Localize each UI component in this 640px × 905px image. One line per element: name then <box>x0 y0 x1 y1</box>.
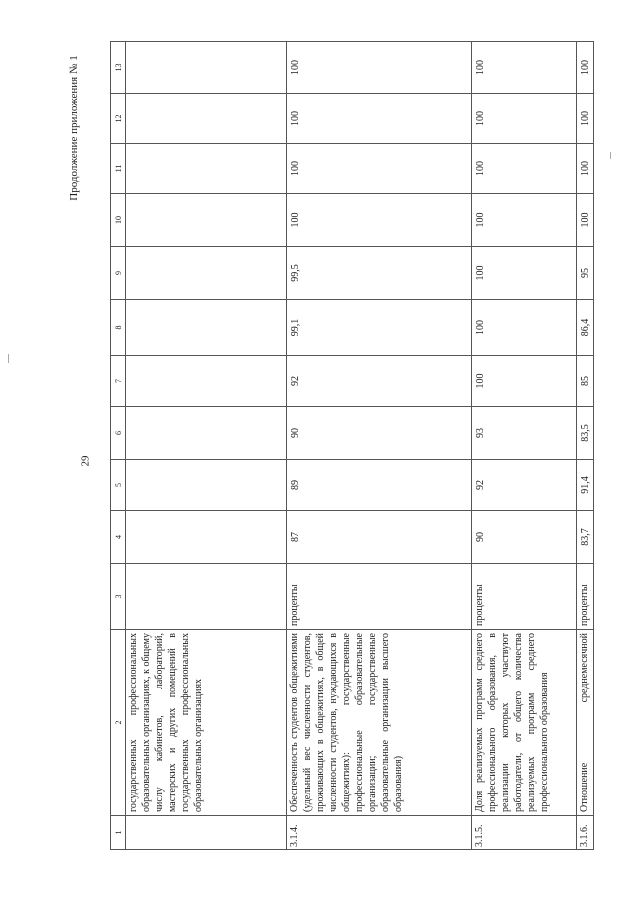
row-value: 100 <box>472 94 577 144</box>
row-unit <box>126 564 287 630</box>
column-number: 7 <box>111 356 126 407</box>
row-value: 91,4 <box>577 460 594 511</box>
row-value: 100 <box>577 42 594 94</box>
row-indicator: Доля реализуемых программ среднего профессионального образования, в реализации которых участвуют работодатели, от общего количества реализуемых программ среднего профессионального образования <box>472 630 577 816</box>
row-value: 99,1 <box>287 300 472 356</box>
row-unit: проценты <box>577 564 594 630</box>
column-number: 5 <box>111 460 126 511</box>
row-indicator: Отношение среднемесячной <box>577 630 594 816</box>
indicator-table <box>110 41 594 850</box>
row-value <box>126 194 287 247</box>
row-value: 100 <box>287 144 472 194</box>
row-unit: проценты <box>287 564 472 630</box>
table-row <box>126 42 287 850</box>
table-row <box>287 42 472 850</box>
row-value: 92 <box>287 356 472 407</box>
row-value <box>126 144 287 194</box>
column-number: 9 <box>111 247 126 300</box>
row-value: 86,4 <box>577 300 594 356</box>
row-value: 100 <box>577 94 594 144</box>
row-unit: проценты <box>472 564 577 630</box>
column-number: 3 <box>111 564 126 630</box>
table-row <box>577 42 594 850</box>
column-number: 4 <box>111 511 126 564</box>
row-value <box>126 356 287 407</box>
column-number-row <box>111 42 126 850</box>
continuation-label: Продолжение приложения № 1 <box>68 55 80 201</box>
scan-mark <box>610 152 611 159</box>
row-value <box>126 42 287 94</box>
row-value: 100 <box>287 94 472 144</box>
row-indicator: Обеспеченность студентов общежитиями (удельный вес численности студентов, проживающих в общежитиях, в общей численности студентов, нуждающихся в общежитиях): государственные профессиональные образовательные организации; государственные образовательные организации высшего образования) <box>287 630 472 816</box>
row-value: 95 <box>577 247 594 300</box>
row-indicator: государственных профессиональных образовательных организациях, к общему числу кабинетов, лабораторий, мастерских и других помещений в государственных профессиональных образовательных организациях <box>126 630 287 816</box>
row-value <box>126 511 287 564</box>
row-value <box>126 247 287 300</box>
row-value: 100 <box>472 247 577 300</box>
row-value: 83,7 <box>577 511 594 564</box>
column-number: 6 <box>111 407 126 460</box>
row-code: 3.1.5. <box>472 816 577 850</box>
row-value: 100 <box>472 194 577 247</box>
row-value: 83,5 <box>577 407 594 460</box>
table-row <box>472 42 577 850</box>
row-value <box>126 94 287 144</box>
row-value: 100 <box>472 300 577 356</box>
row-code <box>126 816 287 850</box>
indicator-table-rotated <box>110 42 591 850</box>
scan-mark <box>8 354 9 363</box>
row-value: 100 <box>472 144 577 194</box>
row-value: 90 <box>287 407 472 460</box>
row-value: 100 <box>287 42 472 94</box>
row-value: 85 <box>577 356 594 407</box>
row-value: 87 <box>287 511 472 564</box>
row-value: 90 <box>472 511 577 564</box>
column-number: 2 <box>111 630 126 816</box>
row-code: 3.1.6. <box>577 816 594 850</box>
row-value: 92 <box>472 460 577 511</box>
row-value: 100 <box>287 194 472 247</box>
column-number: 8 <box>111 300 126 356</box>
row-value: 100 <box>472 42 577 94</box>
row-value: 100 <box>577 194 594 247</box>
row-value: 89 <box>287 460 472 511</box>
column-number: 12 <box>111 94 126 144</box>
row-value <box>126 460 287 511</box>
row-value: 100 <box>577 144 594 194</box>
column-number: 11 <box>111 144 126 194</box>
row-code: 3.1.4. <box>287 816 472 850</box>
column-number: 13 <box>111 42 126 94</box>
row-value: 99,5 <box>287 247 472 300</box>
column-number: 10 <box>111 194 126 247</box>
column-number: 1 <box>111 816 126 850</box>
row-value: 93 <box>472 407 577 460</box>
page-number: 29 <box>79 455 92 467</box>
row-value <box>126 407 287 460</box>
row-value <box>126 300 287 356</box>
row-value: 100 <box>472 356 577 407</box>
